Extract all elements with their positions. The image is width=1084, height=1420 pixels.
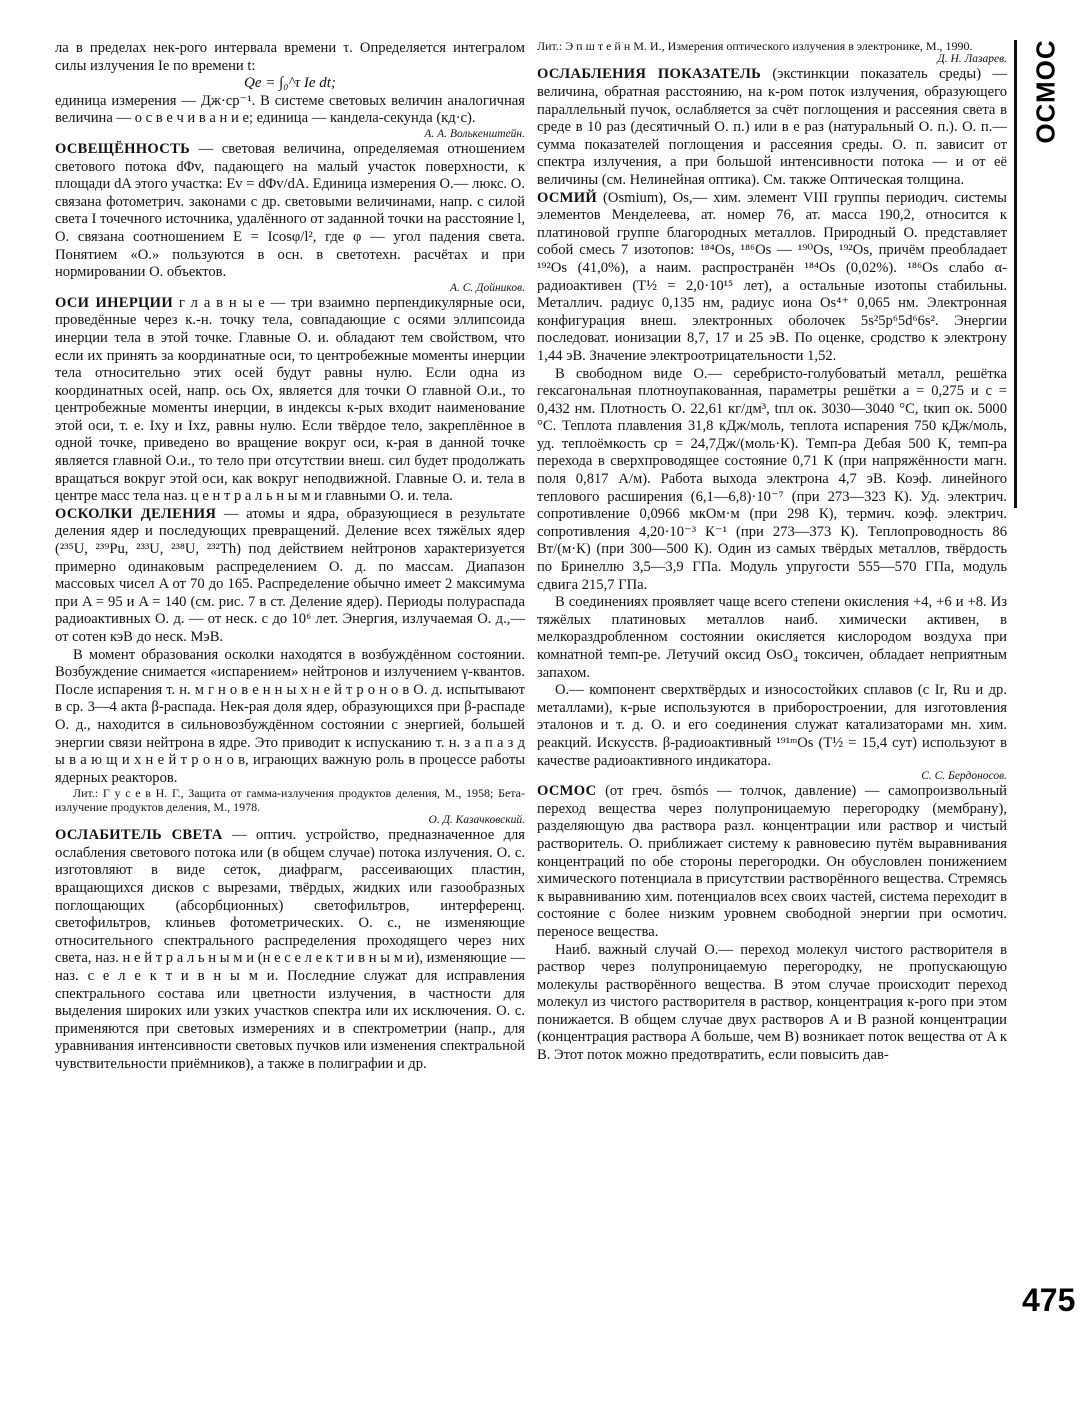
paragraph-text: г л а в н ы е — три взаимно перпендикулярные оси, проведённые через к.-н. точку тела, совпадающие с осями эллипсоида инерции тела в этой точке. Главные О. и. обладают тем свойством, что если их принять за координатные оси, то центробежные моменты инерции тела относительно этих осей будут равны нулю. Если одна из координатных осей, напр. ось Ox, является для точки O главной О.и., то центробежные моменты инерции, в индексы к-рых входит наименование этой оси, т. е. Ixy и Ixz, равны нулю. Если твёрдое тело, закреплённое в одной точке, приведено во вращение вокруг оси, к-рая в данной точке является главной О.и., то тело при отсутствии внеш. сил будет продолжать вращаться вокруг этой оси, как вокруг неподвижной. Главные О. и. тела в центре масс тела наз. ц е н т р а л ь н ы м и главными О. и. тела. — [55, 294, 525, 505]
entry-headword: ОСВЕЩЁННОСТЬ — [55, 140, 191, 157]
paragraph — [55, 295, 525, 506]
paragraph — [55, 787, 525, 827]
entry-headword: ОСМИЙ — [537, 189, 598, 206]
paragraph — [537, 783, 1007, 941]
paragraph — [537, 594, 1007, 682]
paragraph-text: (Osmium), Os,— хим. элемент VIII группы периодич. системы элементов Менделеева, ат. номер 76, ат. масса 190,2, относится к платиновой группе благородных металлов. Природный О. представляет собой смесь 7 изотопов: ¹⁸⁴Os, ¹⁸⁶Os — ¹⁹⁰Os, ¹⁹²Os, причём преобладает ¹⁹²Os (41,0%), а наим. распространён ¹⁸⁴Os (0,02%). ¹⁸⁶Os слабо α-радиоактивен (T½ = 2,0·10¹⁵ лет), а остальные изотопы стабильны. Металлич. радиус 0,135 нм, радиус иона Os⁴⁺ 0,065 нм. Электронная конфигурация внеш. электронных оболочек 5s²5p⁶5d⁶6s². Энергии последоват. ионизации 8,7, 17 и 25 эВ. По оценке, сродство к электрону 1,44 эВ. Значение электроотрицательности 1,52. — [537, 189, 1007, 364]
paragraph-text: В соединениях проявляет чаще всего степени окисления +4, +6 и +8. Из тяжёлых платиновых металлов наиб. химически активен, в мелкораздробленном состоянии окисляется кислородом воздуха при комнатной темп-ре. Летучий оксид OsO₄ токсичен, обладает неприятным запахом. — [537, 594, 1007, 681]
page-number: 475 — [1022, 1282, 1076, 1318]
paragraph-text: Лит.: Э п ш т е й н М. И., Измерения оптического излучения в электронике, М., 1990. — [537, 39, 973, 53]
paragraph-text: ла в пределах нек-рого интервала времени τ. Определяется интегралом силы излучения Iе по времени t: — [55, 40, 525, 74]
paragraph-text: В свободном виде О.— серебристо-голубоватый металл, решётка гексагональная плотноупакованная, параметры решётки a = 0,275 и c = 0,432 нм. Плотность О. 22,61 кг/дм³, tпл ок. 3030—3040 °С, tкип ок. 5000 °С. Теплота плавления 31,8 кДж/моль, теплота испарения 750 кДж/моль, уд. теплоёмкость cp = 24,7Дж/(моль·К). Темп-ра Дебая 500 К, темп-ра перехода в сверхпроводящее состояние 0,71 К (при напряжённости магн. поля 0,817 А/м). Работа выхода электрона 4,7 эВ. Коэф. линейного теплового расширения (6,1—6,8)·10⁻⁷ (при 273—323 К). Уд. электрич. сопротивление 0,0966 мкОм·м (при 298 К), термич. коэф. электрич. сопротивления 4,20·10⁻³ К⁻¹ (при 273—373 К). Теплопроводность 86 Вт/(м·К) (при 300—500 К). Один из самых твёрдых металлов, твёрдость по Бринеллю 3,5—3,9 ГПа. Модуль упругости 555—570 ГПа, модуль сдвига 215,7 ГПа. — [537, 365, 1007, 593]
paragraph-text: (экстинкции показатель среды) — величина, обратная расстоянию, на к-ром поток излучения, образующего параллельный пучок, ослабляется за счёт поглощения и рассеяния света в среде в 10 раз (десятичный О. п.) или в e раз (натуральный О. п.). О. п.— сумма показателей поглощения и рассеяния среды. О. п. зависит от спектра излучения, а при большой интенсивности потока — и от её величины (см. Нелинейная оптика). См. также Оптическая толщина. — [537, 66, 1007, 188]
paragraph — [55, 141, 525, 295]
running-head — [1026, 36, 1066, 146]
entry-headword: ОСЛАБИТЕЛЬ СВЕТА — [55, 827, 223, 844]
paragraph-text: — световая величина, определяемая отношением светового потока dΦv, падающего на малый участок поверхности, к площади dA этого участка: Ev = dΦv/dA. Единица измерения О.— люкс. О. связана фотометрич. законами с др. световыми величинами, напр. с силой света I точечного источника, удалённого от заданной точки на расстояние l, О. связана соотношением E = Icosφ/l², где φ — угол падения света. Понятием «О.» пользуются в осн. в светотехн. расчётах и при нормировании О. объектов. — [55, 140, 525, 281]
paragraph — [55, 40, 525, 75]
author-signature: А. А. Волькенштейн. — [424, 127, 525, 140]
paragraph-text: (от греч. ōsmós — толчок, давление) — самопроизвольный переход вещества через полупроницаемую перегородку (мембрану), разделяющую два раствора разл. концентрации или раствор и чистый растворитель. О. приближает систему к равновесию путём выравнивания концентраций по обе стороны перегородки. Он обусловлен понижением химического потенциала в присутствии растворённого вещества. Стремясь к выравниванию хим. потенциалов всех своих частей, система переходит в состояние с более низким уровнем свободной энергии при осмотич. переносе вещества. — [537, 783, 1007, 940]
paragraph — [55, 647, 525, 788]
paragraph-text: единица измерения — Дж·ср⁻¹. В системе световых величин аналогичная величина — о с в е ч и в а н и е; единица — кандела-секунда (кд·с). — [55, 92, 525, 127]
paragraph-text: Qе = ∫₀^τ Iе dt; — [244, 75, 336, 92]
author-signature: С. С. Бердоносов. — [921, 770, 1007, 783]
right-column — [537, 40, 1007, 1065]
author-signature: Д. Н. Лазарев. — [937, 53, 1007, 66]
running-head-text: ОСМОС — [1030, 38, 1061, 144]
paragraph — [537, 190, 1007, 366]
entry-headword: ОСКОЛКИ ДЕЛЕНИЯ — [55, 505, 217, 522]
paragraph — [537, 40, 1007, 66]
paragraph — [55, 827, 525, 1073]
paragraph-text: О.— компонент сверхтвёрдых и износостойких сплавов (с Ir, Ru и др. металлами), к-рые используются в приборостроении, для изготовления эталонов и т. д. О. и его соединения служат катализаторами мн. хим. реакций. Искусств. β-радиоактивный ¹⁹¹ᵐOs (T½ = 15,4 сут) используют в качестве радиоактивного индикатора. — [537, 682, 1007, 769]
author-signature: А. С. Дойников. — [449, 281, 525, 294]
paragraph — [537, 366, 1007, 595]
side-rule — [1014, 40, 1017, 508]
paragraph — [55, 93, 525, 141]
paragraph — [55, 75, 525, 93]
paragraph-text: В момент образования осколки находятся в возбуждённом состоянии. Возбуждение снимается «испарением» нейтронов и излучением γ-квантов. После испарения т. н. м г н о в е н н ы х н е й т р о н о в О. д. испытывают в ср. 3—4 акта β-распада. Нек-рая доля ядер, образующихся при β-распаде О. д., находится в сильновозбуждённом состоянии с энергией, большей энергии связи нейтрона в ядре. Это приводит к испусканию т. н. з а п а з д ы в а ю щ и х н е й т р о н о в, играющих важную роль в процессе работы ядерных реакторов. — [55, 646, 525, 786]
entry-headword: ОСМОС — [537, 783, 597, 800]
entry-headword: ОСИ ИНЕРЦИИ — [55, 294, 173, 311]
paragraph-text: Наиб. важный случай О.— переход молекул чистого растворителя в раствор через полупроницаемую перегородку, не пропускающую молекулы растворённого вещества. В этом случае происходит переход молекул из чистого растворителя в раствор, концентрация к-рого при этом понижается. В общем случае двух растворов A и B разной концентрации (концентрация раствора A больше, чем B) возникает поток вещества от A к B. Этот поток можно предотвратить, если повысить дав- — [537, 941, 1007, 1064]
paragraph — [537, 942, 1007, 1065]
paragraph — [537, 682, 1007, 783]
paragraph — [537, 66, 1007, 189]
paragraph-text: — атомы и ядра, образующиеся в результате деления ядер и последующих превращений. Деление всех тяжёлых ядер (²³⁵U, ²³⁹Pu, ²³³U, ²³⁸U, ²³²Th) под действием нейтронов характеризуется примерно одинаковым распределением О. д. по массам. Диапазон массовых чисел A от 70 до 165. Распределение обычно имеет 2 максимума при A = 95 и A = 140 (см. рис. 7 в ст. Деление ядер). Периоды полураспада радиоактивных О. д. — от неск. с до 10⁶ лет. Энергия, излучаемая О. д.,— от сотен кэВ до неск. МэВ. — [55, 505, 525, 645]
left-column — [55, 40, 525, 1073]
paragraph-text: — оптич. устройство, предназначенное для ослабления светового потока или (в общем случае) потока излучения. О. с. изготовляют в виде сеток, диафрагм, рассеивающих пластин, вращающихся дисков с вырезами, твёрдых, жидких или газообразных поглощающих (абсорбционных) светофильтров, интерференц. светофильтров, клиньев фотометрических. О. с., не изменяющие относительного спектрального распределения проходящего через них света, наз. н е й т р а л ь н ы м и (н е с е л е к т и в н ы м и), изменяющие — наз. с е л е к т и в н ы м и. Последние служат для исправления спектрального состава или цветности излучения, в частности для выделения широких или узких участков спектра или их исключения. О. с. применяются при световых измерениях и в спектрометрии (напр., для уравнивания интенсивности световых пучков или изменения спектральной чувствительности приёмников), а также в полиграфии и др. — [55, 827, 526, 1072]
entry-headword: ОСЛАБЛЕНИЯ ПОКАЗАТЕЛЬ — [537, 66, 762, 83]
paragraph — [55, 506, 525, 647]
author-signature: О. Д. Казачковский. — [428, 814, 525, 827]
paragraph-text: Лит.: Г у с е в Н. Г., Защита от гамма-излучения продуктов деления, М., 1958; Бета-излучение продуктов деления, М., 1978. — [55, 786, 525, 814]
